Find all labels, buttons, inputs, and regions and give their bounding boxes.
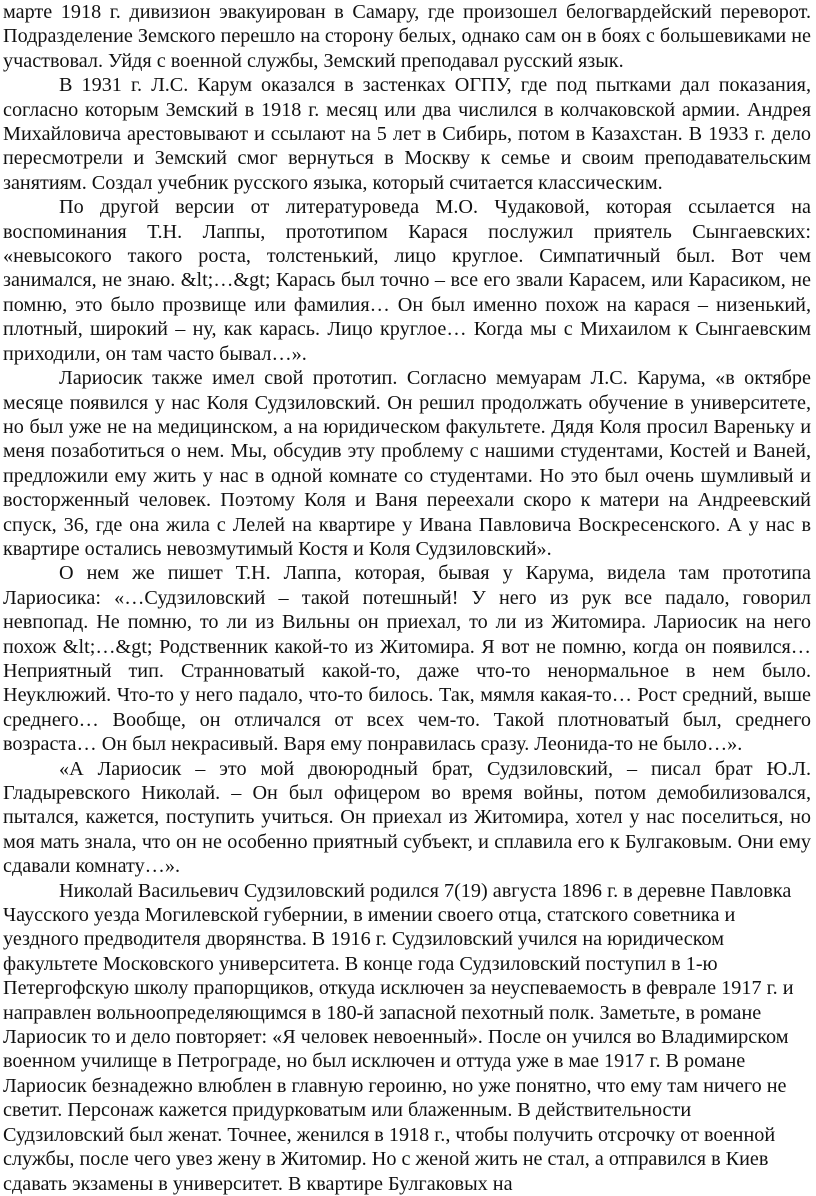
paragraph-karum-ogpu: В 1931 г. Л.С. Карум оказался в застенках ОГПУ, где под пытками дал показания, согласно которым Земский в 1918 г. месяц или два числился в колчаковской армии. Андрея Михайловича арестовывают и ссылают на 5 лет в Сибирь, потом в Казахстан. В 1933 г. дело пересмотрели и Земский смог вернуться в Москву к семье и своим преподавательским занятиям. Создал учебник русского языка, который считается классическим.	[3, 74, 811, 194]
paragraph-sudzilovsky-biography: Николай Васильевич Судзиловский родился 7(19) августа 1896 г. в деревне Павловка Чаусского уезда Могилевской губернии, в имении своего отца, статского советника и уездного предводителя дворянства. В 1916 г. Судзиловский учился на юридическом факультете Московского университета. В конце года Судзиловский поступил в 1-ю Петергофскую школу прапорщиков, откуда исключен за неуспеваемость в феврале 1917 г. и направлен вольноопределяющимся в 180-й запасной пехотный полк. Заметьте, в романе Лариосик то и дело повторяет: «Я человек невоенный». После он учился во Владимирском военном училище в Петрограде, но был исключен и оттуда уже в мае 1917 г. В романе Лариосик безнадежно влюблен в главную героиню, но уже понятно, что ему там ничего не светит. Персонаж кажется придурковатым или блаженным. В действительности Судзиловский был женат. Точнее, женился в 1918 г., чтобы получить отсрочку от военной службы, после чего увез жену в Житомир. Но с женой жить не стал, а отправился в Киев сдавать экзамены в университет. В квартире Булгаковых на	[3, 879, 794, 1195]
document-page	[3, 0, 811, 1196]
paragraph-gladyrevsky-quote: «А Лариосик – это мой двоюродный брат, Судзиловский, – писал брат Ю.Л. Гладыревского Николай. – Он был офицером во время войны, потом демобилизовался, пытался, кажется, поступить учиться. Он приехал из Житомира, хотел у нас поселиться, но моя мать знала, что он не особенно приятный субъект, и сплавила его к Булгаковым. Они ему сдавали комнату…».	[3, 757, 811, 878]
paragraph-zemsky-samara: марте 1918 г. дивизион эвакуирован в Самару, где произошел белогвардейский переворот. Подразделение Земского перешло на сторону белых, однако сам он в боях с большевиками не участвовал. Уйдя с военной службы, Земский преподавал русский язык.	[3, 1, 811, 72]
paragraph-lariosik-prototype: Лариосик также имел свой прототип. Согласно мемуарам Л.С. Карума, «в октябре месяце появился у нас Коля Судзиловский. Он решил продолжать обучение в университете, но был уже не на медицинском, а на юридическом факультете. Дядя Коля просил Вареньку и меня позаботиться о нем. Мы, обсудив эту проблему с нашими студентами, Костей и Ваней, предложили ему жить у нас в одной комнате со студентами. Но это был очень шумливый и восторженный человек. Поэтому Коля и Ваня переехали скоро к матери на Андреевский спуск, 36, где она жила с Лелей на квартире у Ивана Павловича Воскресенского. А у нас в квартире остались невозмутимый Костя и Коля Судзиловский».	[3, 367, 811, 560]
paragraph-lappa-memoir: О нем же пишет Т.Н. Лаппа, которая, бывая у Карума, видела там прототипа Лариосика: «…Судзиловский – такой потешный! У него из рук все падало, говорил невпопад. Не помню, то ли из Вильны он приехал, то ли из Житомира. Лариосик на него похож &lt;…&gt; Родственник какой-то из Житомира. Я вот не помню, когда он появился… Неприятный тип. Странноватый какой-то, даже что-то ненормальное в нем было. Неуклюжий. Что-то у него падало, что-то билось. Так, мямля какая-то… Рост средний, выше среднего… Вообще, он отличался от всех чем-то. Такой плотноватый был, среднего возраста… Он был некрасивый. Варя ему понравилась сразу. Леонида-то не было…».	[3, 562, 811, 756]
paragraph-karas-prototype: По другой версии от литературоведа М.О. Чудаковой, которая ссылается на воспоминания Т.Н. Лаппы, прототипом Карася послужил приятель Сынгаевских: «невысокого такого роста, толстенький, лицо круглое. Симпатичный был. Вот чем занимался, не знаю. &lt;…&gt; Карась был точно – все его звали Карасем, или Карасиком, не помню, это было прозвище или фамилия… Он был именно похож на карася – низенький, плотный, широкий – ну, как карась. Лицо круглое… Когда мы с Михаилом к Сынгаевским приходили, он там часто бывал…».	[3, 196, 811, 365]
